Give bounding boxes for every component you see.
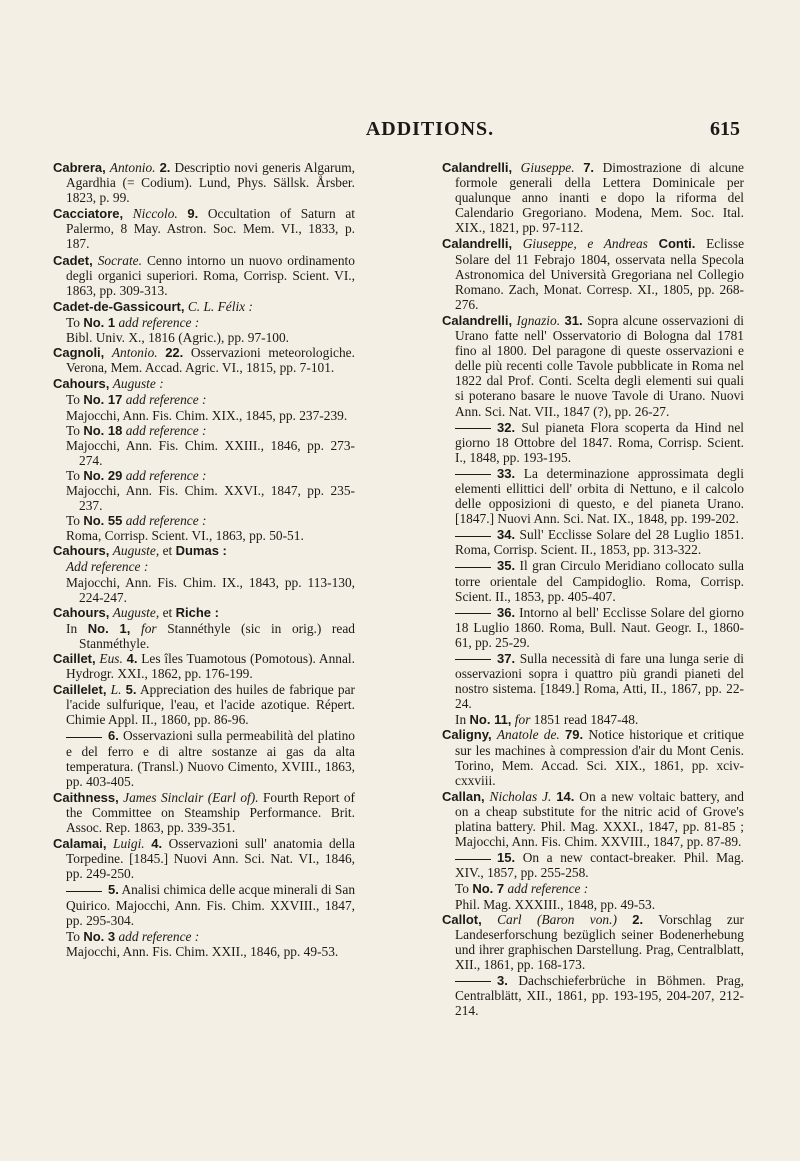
ditto-dash bbox=[455, 536, 491, 537]
entry-number: 35. bbox=[497, 558, 516, 574]
entry-number: 5. bbox=[125, 682, 137, 698]
reference-note bbox=[53, 408, 355, 423]
bibliography-entry bbox=[53, 836, 355, 881]
author-given-name: Ignazio. bbox=[516, 312, 561, 328]
entry-text: Intorno al bell' Ecclisse Solare del giorno 18 Luglio 1860. Roma, Bull. Naut. Geogr. I., 1860-61, pp. 25-29. bbox=[455, 604, 744, 650]
author-name: Cadet, bbox=[53, 252, 93, 268]
author-given-name: Auguste, bbox=[112, 604, 160, 620]
reference-note bbox=[53, 621, 355, 651]
entry-number: 4. bbox=[126, 651, 138, 666]
continued-entry bbox=[442, 527, 744, 557]
entry-number: 15. bbox=[497, 850, 516, 866]
entry-text: Dimostrazione di alcune formole generali della Lettera Dominicale per qualunque anno inanti e dopo la riforma del Calendario Gregoriano. Modena, Mem. Soc. Ital. XIX., 1821, pp. 97-112. bbox=[455, 160, 744, 236]
entry-text: Majocchi, Ann. Fis. Chim. IX., 1843, pp. 113-130, 224-247. bbox=[66, 574, 355, 605]
entry-text: Analisi chimica delle acque minerali di San Quirico. Majocchi, Ann. Fis. Chim. XXVIII., 1847, pp. 295-304. bbox=[66, 882, 356, 928]
entry-text: Occultation of Saturn at Palermo, 8 May. Astron. Soc. Mem. VI., 1833, p. 187. bbox=[66, 206, 355, 252]
author-name: Calandrelli, bbox=[442, 236, 513, 252]
bibliography-entry bbox=[442, 160, 744, 235]
author-name: Cahours, bbox=[53, 604, 110, 620]
author-given-name: Giuseppe, e Andreas bbox=[522, 236, 648, 252]
bibliography-entry bbox=[442, 789, 744, 849]
entry-text: Phil. Mag. XXXIII., 1848, pp. 49-53. bbox=[455, 896, 656, 912]
reference-note bbox=[53, 575, 355, 605]
author-given-name: C. L. Félix : bbox=[187, 298, 253, 314]
reference-note bbox=[442, 881, 744, 896]
author-name: Callan, bbox=[442, 788, 485, 804]
ditto-dash bbox=[455, 613, 491, 614]
entry-text: Majocchi, Ann. Fis. Chim. XXIII., 1846, pp. 273-274. bbox=[66, 437, 355, 468]
note-instruction: add reference : bbox=[125, 392, 207, 408]
entry-text: Osservazioni sulla permeabilità del platino e del ferro e di altre sostanze ai gas da alta temperatura. (Transl.) Nuovo Cimento, XVIII., 1863, pp. 403-405. bbox=[66, 728, 356, 789]
entry-text: Les îles Tuamotous (Pomotous). Annal. Hydrogr. XXI., 1862, pp. 176-199. bbox=[66, 651, 355, 682]
reference-note bbox=[53, 483, 355, 513]
bibliography-entry bbox=[442, 313, 744, 419]
entry-number: 6. bbox=[108, 728, 119, 744]
note-instruction: Add reference : bbox=[66, 559, 149, 575]
author-name: Cahours, bbox=[53, 543, 110, 559]
entry-number: 31. bbox=[564, 312, 583, 328]
note-lead: To bbox=[66, 314, 80, 330]
right-column bbox=[442, 160, 744, 1019]
entry-text: On a new contact-breaker. Phil. Mag. XIV., 1857, pp. 255-258. bbox=[455, 850, 744, 881]
entry-number: 22. bbox=[165, 345, 184, 361]
entry-number: 33. bbox=[497, 465, 516, 481]
author-name: Caillelet, bbox=[53, 682, 107, 698]
entry-number: 34. bbox=[497, 527, 516, 543]
continued-entry bbox=[442, 558, 744, 603]
entry-number: No. 29 bbox=[83, 467, 123, 483]
entry-text: Cenno intorno un nuovo ordinamento degli organici superiori. Roma, Corrisp. Scient. VI., 1863, pp. 309-313. bbox=[66, 252, 355, 298]
entry-number: No. 7 bbox=[472, 881, 505, 897]
note-instruction: add reference : bbox=[125, 513, 207, 529]
ditto-dash bbox=[66, 737, 102, 738]
author-given-name: Auguste, bbox=[112, 543, 160, 559]
entry-text: La determinazione approssimata degli elementi ellittici dell' orbita di Nettuno, e il calcolo delle opposizioni di questo, e del pianeta Urano. [1847.] Nuovi Ann. Sci. Nat. IX., 1848, pp. 199-202. bbox=[455, 465, 744, 527]
continued-entry bbox=[442, 973, 744, 1018]
ditto-dash bbox=[455, 428, 491, 429]
bibliography-entry bbox=[53, 543, 355, 558]
author-given-name: Nicholas J. bbox=[489, 788, 552, 804]
entry-text: Vorschlag zur Landeserforschung bezüglich seiner Bodenerhebung und ihrer graphischen Darstellung. Prag, Centralblatt, XII., 1861, pp. 168-173. bbox=[455, 911, 744, 972]
reference-note bbox=[53, 330, 355, 345]
entry-text: Sopra alcune osservazioni di Urano fatte nell' Osservatorio di Bologna dal 1781 fino al 1800. Del paragone di queste osservazioni e delle più recenti colle Tavole pubblicate in Roma nel 1822 dal Prof. Conti. Scelta degli elementi sui quali si poterano basare le nuove Tavole di Urano. Nuovi Ann. Sci. Nat. VII., 1847 (?), pp. 26-27. bbox=[455, 312, 744, 419]
ditto-dash bbox=[455, 981, 491, 982]
entry-number: No. 18 bbox=[83, 422, 123, 438]
author-given-name: Carl (Baron von.) bbox=[497, 911, 617, 927]
author-given-name: L. bbox=[110, 682, 122, 698]
ditto-dash bbox=[455, 659, 491, 660]
bibliography-entry bbox=[53, 651, 355, 681]
entry-text: Sulla necessità di fare una lunga serie di osservazioni sopra i quattro più grandi pianeti del nostro sistema. [1849.] Roma, Atti, II., 1867, pp. 22-24. bbox=[455, 651, 744, 712]
continued-entry bbox=[442, 850, 744, 880]
bibliography-entry bbox=[53, 253, 355, 298]
entry-number: 36. bbox=[497, 604, 516, 620]
author-name: Cagnoli, bbox=[53, 345, 105, 361]
entry-text: et bbox=[162, 543, 173, 559]
bibliography-entry bbox=[53, 299, 355, 314]
entry-text: Appreciation des huiles de fabrique par l'acide sulfurique, l'eau, et l'acide azotique. Répert. Chimie Appl. II., 1860, pp. 86-96. bbox=[66, 682, 356, 728]
author-name: Calandrelli, bbox=[442, 160, 513, 175]
ditto-dash bbox=[455, 474, 491, 475]
entry-number: 79. bbox=[565, 727, 584, 743]
author-name: Calamai, bbox=[53, 836, 107, 852]
reference-note bbox=[53, 468, 355, 483]
author-name: Callot, bbox=[442, 911, 482, 927]
reference-note bbox=[53, 513, 355, 528]
continued-entry bbox=[442, 466, 744, 526]
entry-number: No. 3 bbox=[83, 928, 116, 944]
bibliography-entry bbox=[53, 376, 355, 391]
entry-number: 37. bbox=[497, 651, 516, 666]
continued-entry bbox=[442, 651, 744, 711]
coauthor-name: Conti. bbox=[658, 236, 696, 252]
note-instruction: add reference : bbox=[118, 928, 200, 944]
note-instruction: for bbox=[514, 712, 531, 728]
left-column bbox=[53, 160, 355, 959]
entry-number: 5. bbox=[108, 882, 119, 898]
entry-number: 32. bbox=[497, 419, 516, 435]
entry-number: No. 55 bbox=[83, 513, 123, 529]
author-name: Caligny, bbox=[442, 727, 492, 743]
note-instruction: add reference : bbox=[125, 422, 207, 438]
entry-text: 1851 read 1847-48. bbox=[533, 712, 639, 728]
ditto-dash bbox=[455, 859, 491, 860]
note-lead: In bbox=[455, 712, 467, 728]
entry-number: 2. bbox=[632, 911, 644, 927]
author-given-name: Eus. bbox=[99, 651, 123, 666]
bibliography-entry bbox=[442, 236, 744, 311]
note-lead: To bbox=[66, 513, 80, 529]
bibliography-entry bbox=[53, 206, 355, 251]
page-number: 615 bbox=[710, 118, 740, 140]
reference-note bbox=[53, 944, 355, 959]
entry-text: Roma, Corrisp. Scient. VI., 1863, pp. 50-51. bbox=[66, 528, 304, 544]
reference-note bbox=[53, 929, 355, 944]
note-lead: To bbox=[66, 467, 80, 483]
author-given-name: James Sinclair (Earl of). bbox=[123, 789, 259, 805]
entry-number: 7. bbox=[583, 160, 595, 175]
bibliography-entry bbox=[442, 912, 744, 972]
entry-text: Il gran Circulo Meridiano collocato sulla torre orientale del Campidoglio. Roma, Corrisp. Scient. II., 1853, pp. 405-407. bbox=[455, 558, 744, 604]
running-title: ADDITIONS. bbox=[365, 118, 495, 140]
bibliography-entry bbox=[53, 345, 355, 375]
ditto-dash bbox=[66, 891, 102, 892]
entry-text: Fourth Report of the Committee on Steamship Performance. Brit. Assoc. Rep. 1863, pp. 339-351. bbox=[66, 789, 355, 836]
entry-text: Eclisse Solare del 11 Febrajo 1804, osservata nella Specola Astronomica del Università Gregoriana nel Collegio Romano. Zach, Monat. Corresp. XI., 1805, pp. 268-276. bbox=[455, 236, 745, 312]
entry-number: No. 1 bbox=[83, 314, 116, 330]
note-instruction: for bbox=[140, 620, 157, 636]
author-given-name: Antonio. bbox=[111, 345, 158, 361]
entry-number: No. 11, bbox=[469, 712, 512, 728]
entry-text: Osservazioni sull' anatomia della Torpedine. [1845.] Nuovi Ann. Sci. Nat. VI., 1846, pp. 249-250. bbox=[66, 836, 355, 882]
author-name: Cacciatore, bbox=[53, 206, 124, 222]
entry-text: Sull' Ecclisse Solare del 28 Luglio 1851. Roma, Corrisp. Scient. II., 1853, pp. 313-322. bbox=[455, 527, 744, 558]
author-given-name: Niccolo. bbox=[132, 206, 178, 222]
note-instruction: add reference : bbox=[125, 467, 207, 483]
entry-text: Descriptio novi generis Algarum, Agardhia (= Codium). Lund, Phys. Sällsk. Årsber. 1823, p. 99. bbox=[66, 160, 355, 206]
bibliography-entry bbox=[53, 790, 355, 835]
continued-entry bbox=[442, 420, 744, 465]
reference-note bbox=[53, 423, 355, 438]
entry-text: On a new voltaic battery, and on a cheap substitute for the nitric acid of Grove's platina battery. Phil. Mag. XXXI., 1847, pp. 81-85 ; Majocchi, Ann. Fis. Chim. XXVIII., 1847, pp. 87-89. bbox=[455, 788, 744, 850]
coauthor-name: Dumas : bbox=[175, 543, 227, 559]
author-given-name: Antonio. bbox=[109, 160, 156, 175]
author-given-name: Luigi. bbox=[113, 836, 145, 852]
note-lead: To bbox=[66, 928, 80, 944]
note-lead: To bbox=[66, 392, 80, 408]
continued-entry bbox=[442, 605, 744, 650]
page-header bbox=[120, 118, 740, 144]
note-instruction: add reference : bbox=[118, 314, 200, 330]
coauthor-name: Riche : bbox=[175, 604, 219, 620]
bibliography-entry bbox=[442, 727, 744, 787]
reference-note bbox=[53, 438, 355, 468]
entry-text: Sul pianeta Flora scoperta da Hind nel giorno 18 Ottobre del 1847. Roma, Corrisp. Scient. I., 1848, pp. 193-195. bbox=[455, 419, 744, 465]
entry-number: 9. bbox=[187, 206, 199, 222]
reference-note bbox=[442, 712, 744, 727]
note-instruction: add reference : bbox=[507, 881, 589, 897]
entry-text: Bibl. Univ. X., 1816 (Agric.), pp. 97-100. bbox=[66, 330, 290, 346]
entry-text: Majocchi, Ann. Fis. Chim. XIX., 1845, pp. 237-239. bbox=[66, 407, 348, 423]
bibliography-entry bbox=[53, 605, 355, 620]
author-given-name: Socrate. bbox=[97, 252, 142, 268]
note-lead: To bbox=[455, 881, 469, 897]
author-name: Cadet-de-Gassicourt, bbox=[53, 298, 185, 314]
author-given-name: Anatole de. bbox=[496, 727, 560, 743]
author-given-name: Giuseppe. bbox=[520, 160, 575, 175]
entry-text: Majocchi, Ann. Fis. Chim. XXVI., 1847, pp. 235-237. bbox=[66, 482, 355, 514]
author-name: Caillet, bbox=[53, 651, 96, 666]
author-name: Calandrelli, bbox=[442, 312, 513, 328]
author-given-name: Auguste : bbox=[112, 376, 164, 392]
reference-note bbox=[53, 315, 355, 330]
entry-number: 14. bbox=[556, 788, 575, 804]
ditto-dash bbox=[455, 567, 491, 568]
note-lead: To bbox=[66, 422, 80, 438]
continued-entry bbox=[53, 882, 355, 927]
entry-text: Stannéthyle (sic in orig.) read Stanméthyle. bbox=[79, 620, 355, 651]
entry-text: Majocchi, Ann. Fis. Chim. XXII., 1846, pp. 49-53. bbox=[66, 943, 339, 959]
entry-text: Notice historique et critique sur les machines à compression d'air du Mont Cenis. Torino, Mem. Accad. Sci. XIX., 1861, pp. xciv-cxxviii. bbox=[455, 727, 744, 788]
continued-entry bbox=[53, 728, 355, 788]
entry-number: 3. bbox=[497, 972, 508, 988]
entry-number: 2. bbox=[159, 160, 171, 175]
note-lead: In bbox=[66, 620, 78, 636]
reference-note bbox=[53, 528, 355, 543]
entry-text: et bbox=[162, 604, 173, 620]
author-name: Cahours, bbox=[53, 376, 110, 392]
author-name: Caithness, bbox=[53, 789, 119, 805]
bibliography-entry bbox=[53, 160, 355, 205]
entry-number: No. 1, bbox=[87, 620, 131, 636]
bibliography-entry bbox=[53, 682, 355, 727]
entry-text: Osservazioni meteorologiche. Verona, Mem. Accad. Agric. VI., 1815, pp. 7-101. bbox=[66, 345, 355, 376]
reference-note bbox=[53, 559, 355, 574]
entry-number: 4. bbox=[151, 836, 163, 852]
reference-note bbox=[442, 897, 744, 912]
author-name: Cabrera, bbox=[53, 160, 106, 175]
entry-text: Dachschieferbrüche in Böhmen. Prag, Centralblätt, XII., 1861, pp. 193-195, 204-207, 212-214. bbox=[455, 972, 744, 1019]
entry-number: No. 17 bbox=[83, 392, 123, 408]
reference-note bbox=[53, 392, 355, 407]
